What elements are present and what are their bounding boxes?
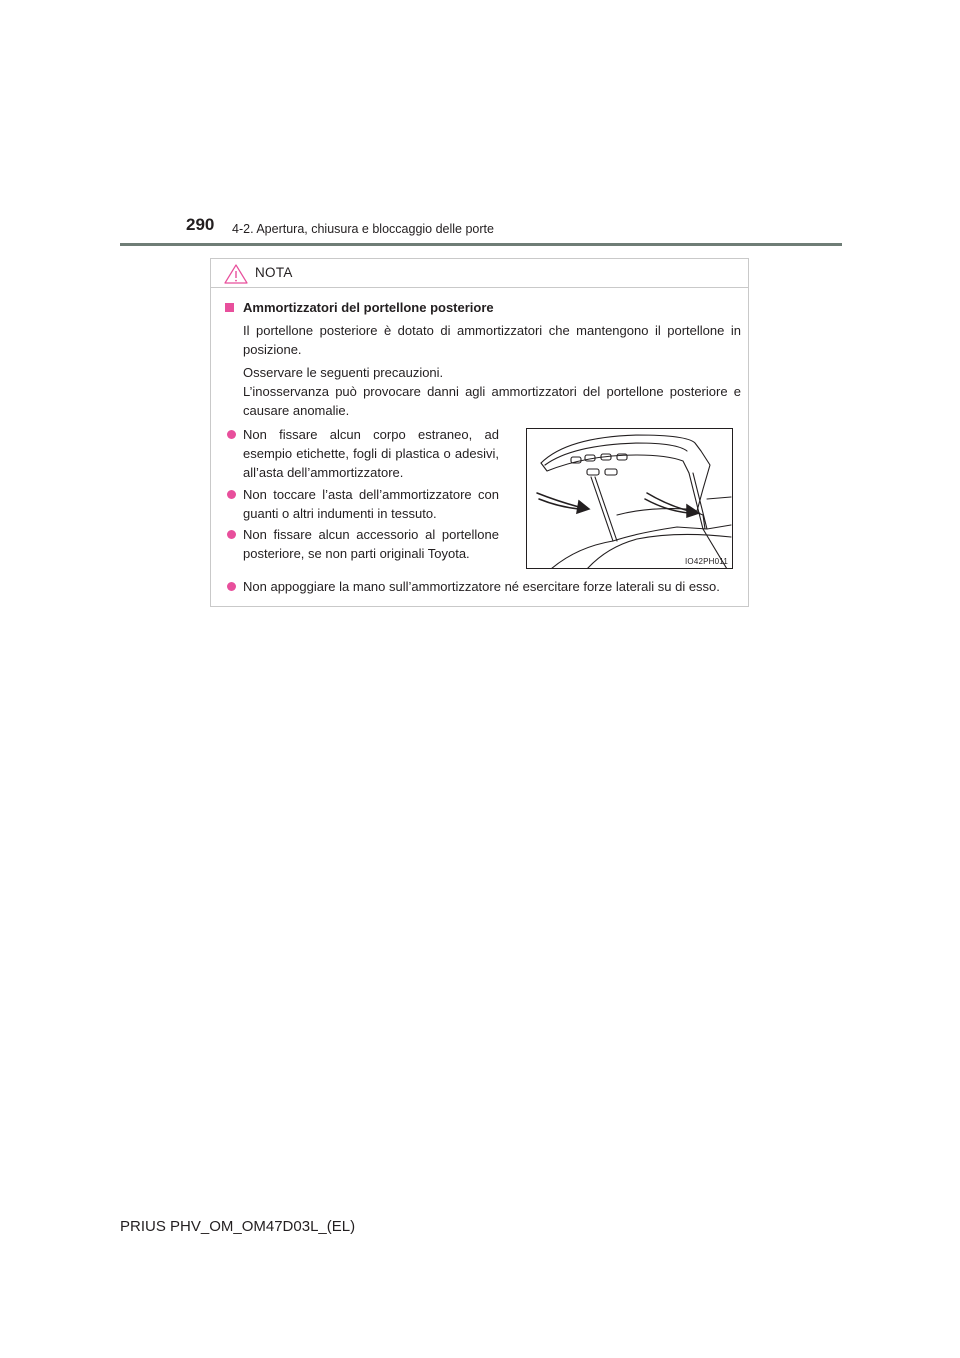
bullet-dot-icon [227, 430, 236, 439]
note-subheading: Ammortizzatori del portellone posteriore [243, 300, 494, 315]
tailgate-drawing [527, 429, 733, 569]
note-paragraph-line: Osservare le seguenti precauzioni. [243, 365, 444, 380]
list-item-text: Non toccare l’asta dell’ammortizzatore con guanti o altri indumenti in tessuto. [243, 487, 499, 521]
bullet-dot-icon [227, 490, 236, 499]
list-item-text: Non appoggiare la mano sull’ammortizzatore né esercitare forze laterali su di esso. [243, 579, 720, 594]
document-code: PRIUS PHV_OM_OM47D03L_(EL) [120, 1218, 356, 1235]
square-bullet-icon [225, 303, 234, 312]
note-paragraph-line: L’inosservanza può provocare danni agli ammortizzatori del portellone posteriore e causare anomalie. [243, 384, 741, 418]
bullet-dot-icon [227, 530, 236, 539]
list-item-text: Non fissare alcun corpo estraneo, ad esempio etichette, fogli di plastica o adesivi, all’asta dell’ammortizzatore. [243, 427, 499, 480]
bullet-dot-icon [227, 582, 236, 591]
list-item-text: Non fissare alcun accessorio al portellone posteriore, se non parti originali Toyota. [243, 527, 499, 561]
tailgate-illustration [526, 428, 733, 569]
note-label: NOTA [255, 265, 293, 280]
section-title: 4-2. Apertura, chiusura e bloccaggio delle porte [232, 222, 494, 236]
note-paragraph: Il portellone posteriore è dotato di ammortizzatori che mantengono il portellone in posizione. [243, 323, 741, 357]
note-box [210, 258, 749, 607]
page-number: 290 [186, 215, 215, 234]
note-header [211, 259, 748, 288]
note-paragraph [243, 363, 741, 420]
warning-triangle-icon [224, 264, 248, 284]
figure-caption: IO42PH011 [684, 557, 728, 566]
header-rule [120, 243, 842, 246]
